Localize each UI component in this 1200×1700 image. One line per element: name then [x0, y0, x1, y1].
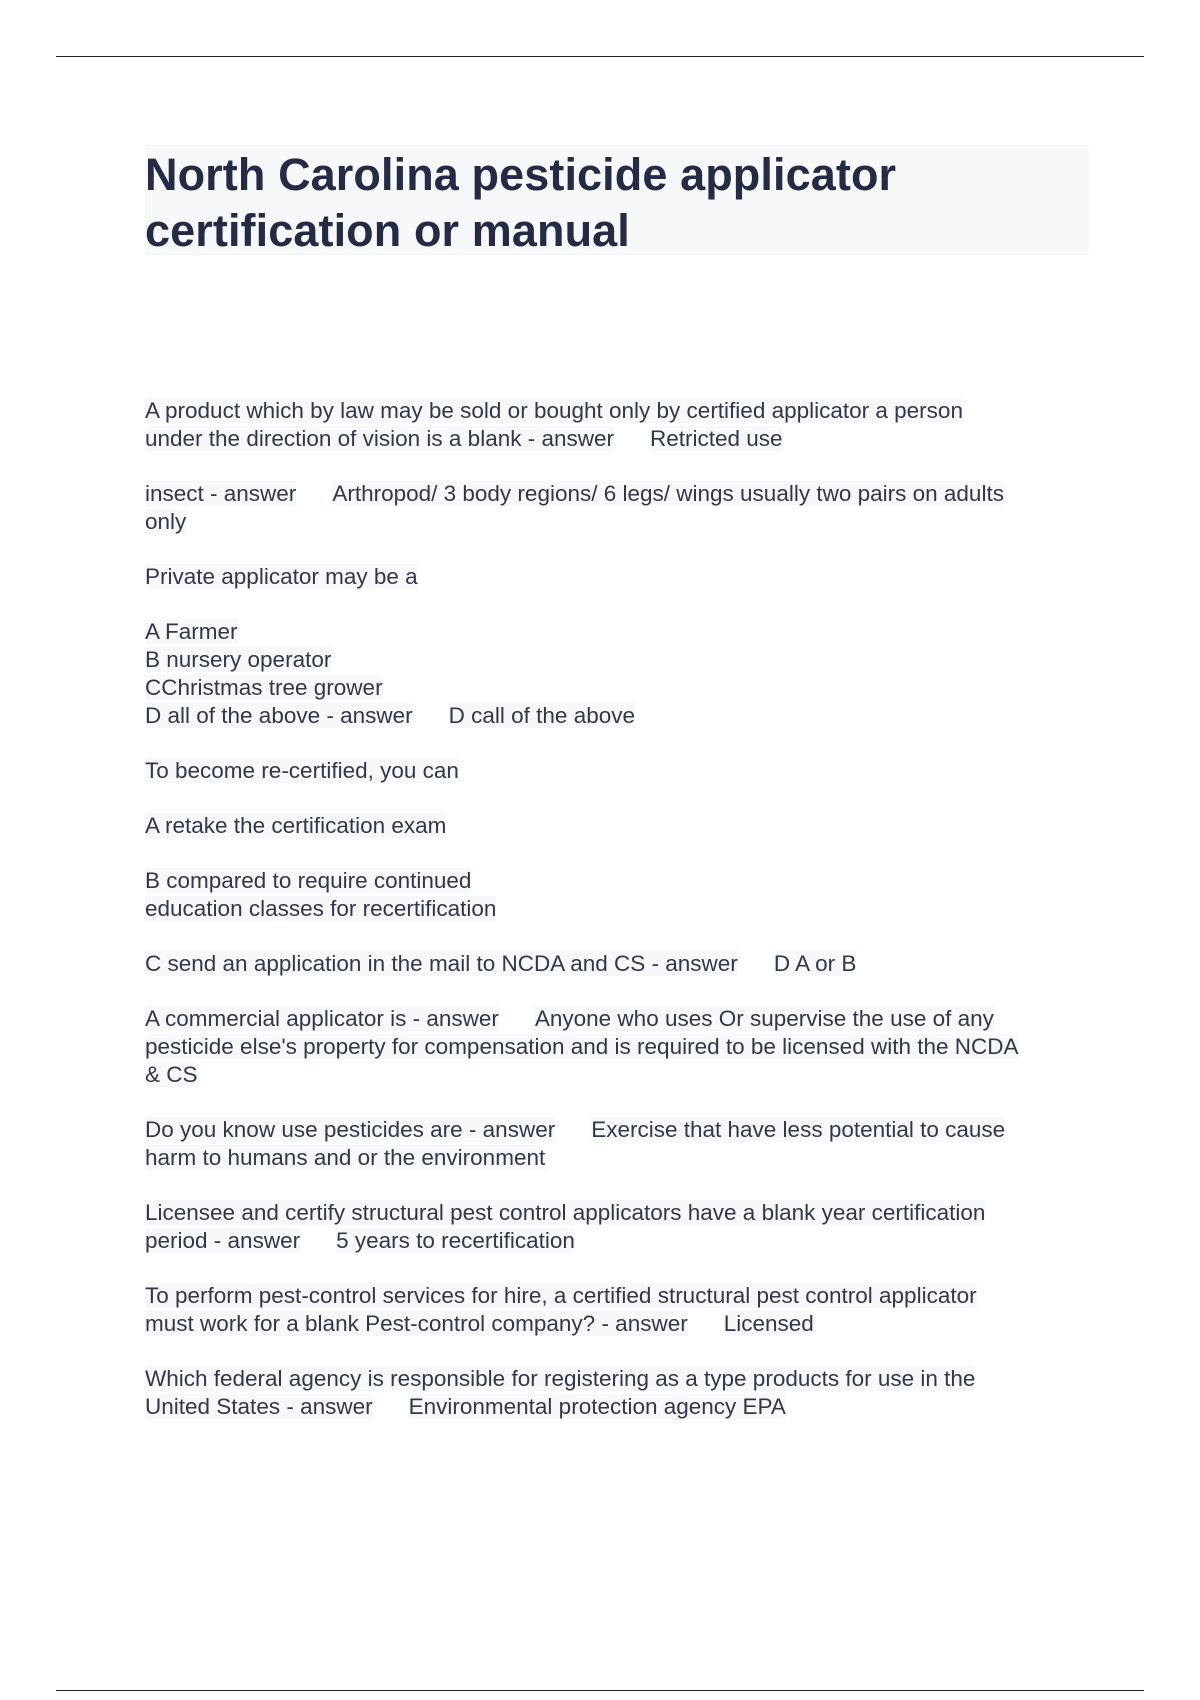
text-line [145, 702, 1089, 730]
question-text: D all of the above - answer [145, 703, 413, 728]
text-line [145, 425, 1089, 453]
question-text: C send an application in the mail to NCDA and CS - answer [145, 951, 738, 976]
qa-entry [145, 1365, 1089, 1421]
text-line [145, 1033, 1089, 1061]
text-line [145, 1116, 1089, 1144]
qa-entry [145, 1116, 1089, 1172]
question-text: Do you know use pesticides are - answer [145, 1117, 556, 1142]
document-title [145, 147, 1089, 259]
text-line [145, 1199, 1089, 1227]
qa-entry [145, 867, 1089, 923]
question-text: insect - answer [145, 481, 297, 506]
text-line [145, 950, 1089, 978]
text-line [145, 563, 1089, 591]
question-text: under the direction of vision is a blank - answer [145, 426, 614, 451]
question-text: To perform pest-control services for hire, a certified structural pest control applicator [145, 1283, 977, 1308]
question-text: only [145, 509, 187, 534]
text-line [145, 812, 1089, 840]
text-line [145, 1144, 1089, 1172]
answer-text: 5 years to recertification [336, 1228, 575, 1253]
question-text: Private applicator may be a [145, 564, 418, 589]
question-text: B compared to require continued [145, 868, 472, 893]
text-line [145, 1393, 1089, 1421]
qa-list [145, 397, 1089, 1448]
question-text: CChristmas tree grower [145, 675, 383, 700]
bottom-rule [56, 1690, 1144, 1691]
title-line-2: certification or manual [145, 205, 630, 256]
text-line [145, 1227, 1089, 1255]
qa-entry [145, 1282, 1089, 1338]
question-text: A retake the certification exam [145, 813, 447, 838]
text-line [145, 480, 1089, 508]
text-line [145, 1365, 1089, 1393]
text-line [145, 1061, 1089, 1089]
text-line [145, 646, 1089, 674]
question-text: period - answer [145, 1228, 301, 1253]
question-text: education classes for recertification [145, 896, 497, 921]
qa-entry [145, 950, 1089, 978]
answer-text: Anyone who uses Or supervise the use of any [534, 1006, 994, 1031]
text-line [145, 757, 1089, 785]
qa-entry [145, 563, 1089, 591]
text-line [145, 618, 1089, 646]
question-text: A product which by law may be sold or bought only by certified applicator a person [145, 398, 963, 423]
answer-text: Exercise that have less potential to cause [591, 1117, 1006, 1142]
text-line [145, 1282, 1089, 1310]
question-text: must work for a blank Pest-control company? - answer [145, 1311, 688, 1336]
answer-text: Arthropod/ 3 body regions/ 6 legs/ wings usually two pairs on adults [332, 481, 1004, 506]
text-line [145, 397, 1089, 425]
question-text: Which federal agency is responsible for registering as a type products for use in the [145, 1366, 976, 1391]
qa-entry [145, 757, 1089, 785]
qa-entry [145, 1005, 1089, 1089]
question-text: harm to humans and or the environment [145, 1145, 546, 1170]
question-text: B nursery operator [145, 647, 332, 672]
text-line [145, 674, 1089, 702]
answer-text: D A or B [773, 951, 857, 976]
question-text: & CS [145, 1062, 198, 1087]
question-text: pesticide else's property for compensation and is required to be licensed with the NCDA [145, 1034, 1019, 1059]
qa-entry [145, 812, 1089, 840]
answer-text: D call of the above [448, 703, 636, 728]
text-line [145, 867, 1089, 895]
question-text: United States - answer [145, 1394, 373, 1419]
title-line-1: North Carolina pesticide applicator [145, 149, 897, 200]
qa-entry [145, 1199, 1089, 1255]
text-line [145, 895, 1089, 923]
qa-entry [145, 397, 1089, 453]
text-line [145, 508, 1089, 536]
qa-entry [145, 618, 1089, 730]
answer-text: Licensed [723, 1311, 814, 1336]
text-line [145, 1310, 1089, 1338]
question-text: A commercial applicator is - answer [145, 1006, 499, 1031]
top-rule [56, 56, 1144, 57]
answer-text: Environmental protection agency EPA [408, 1394, 786, 1419]
answer-text: Retricted use [650, 426, 783, 451]
text-line [145, 1005, 1089, 1033]
qa-entry [145, 480, 1089, 536]
question-text: A Farmer [145, 619, 238, 644]
question-text: To become re-certified, you can [145, 758, 459, 783]
question-text: Licensee and certify structural pest control applicators have a blank year certification [145, 1200, 986, 1225]
